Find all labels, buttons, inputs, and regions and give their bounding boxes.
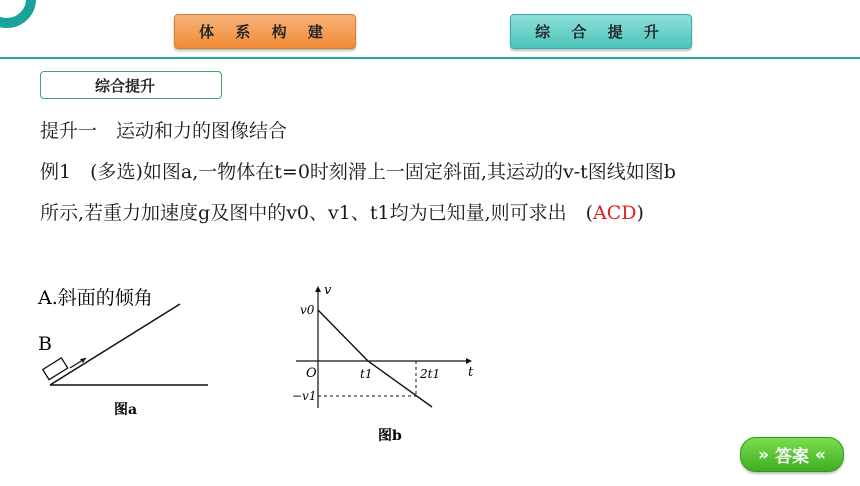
- t-axis-label: t: [468, 365, 474, 380]
- neg-v1-label: −v1: [292, 389, 317, 403]
- section-heading: 提升一 运动和力的图像结合: [40, 120, 288, 142]
- corner-decoration: [0, 0, 36, 28]
- t-axis-arrow: [466, 358, 472, 364]
- figure-a: [36, 284, 236, 424]
- figure-b: [286, 282, 486, 452]
- answer-text: ACD: [593, 202, 637, 224]
- answer-button[interactable]: [740, 437, 844, 472]
- 2t1-label: 2t1: [420, 367, 441, 381]
- v-axis-arrow: [315, 286, 321, 292]
- double-chevron-left-icon: «: [815, 444, 826, 465]
- question-line-2-end: ): [636, 202, 644, 224]
- tab-system-build[interactable]: 体 系 构 建: [174, 14, 356, 49]
- tab-comprehensive-improve[interactable]: 综 合 提 升: [510, 14, 692, 49]
- question-line-2: [40, 198, 644, 225]
- incline-line: [50, 304, 180, 385]
- origin-label: O: [306, 366, 317, 381]
- question-line-2-text: 所示,若重力加速度g及图中的v0、v1、t1均为已知量,则可求出 (: [40, 202, 594, 224]
- question-line-1: 例1 (多选)如图a,一物体在t=0时刻滑上一固定斜面,其运动的v-t图线如图b: [40, 161, 676, 183]
- v-axis-label: v: [324, 283, 332, 298]
- header-divider: [0, 57, 860, 59]
- decel-segment: [318, 310, 368, 361]
- option-a-text: A.斜面的倾角: [38, 287, 153, 309]
- figure-a-caption: 图a: [114, 402, 138, 418]
- option-b-text: B: [38, 333, 52, 355]
- section-label: 综合提升: [40, 71, 222, 99]
- double-chevron-right-icon: »: [758, 444, 769, 465]
- answer-button-label: 答案: [775, 447, 809, 467]
- figure-b-caption: 图b: [378, 428, 402, 444]
- t1-label: t1: [360, 367, 373, 381]
- v0-label: v0: [300, 303, 315, 317]
